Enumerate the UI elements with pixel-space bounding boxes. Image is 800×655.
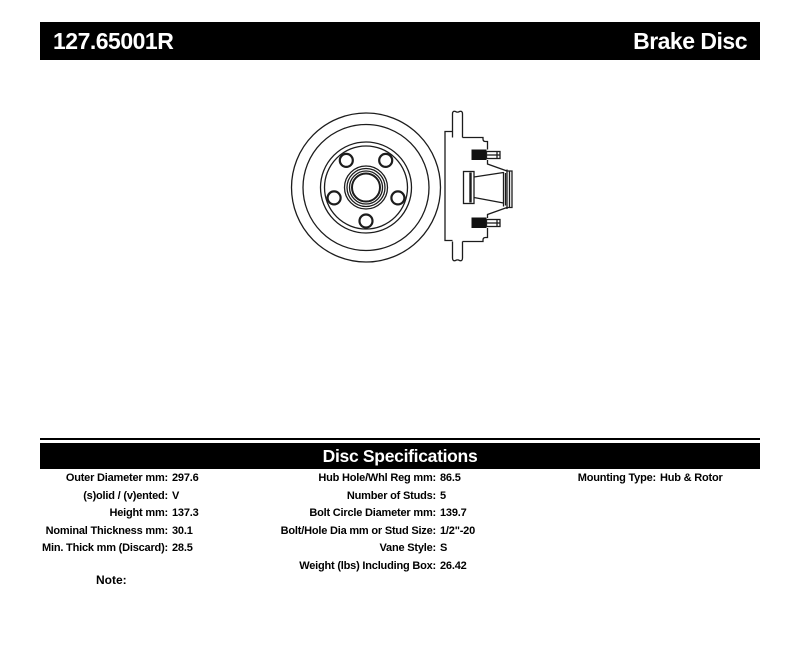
spec-label: Min. Thick mm (Discard): <box>42 542 168 554</box>
side-view <box>445 111 512 260</box>
spec-row <box>40 505 199 523</box>
spec-row <box>240 505 475 523</box>
spec-row <box>240 540 475 558</box>
spec-value: S <box>440 542 448 554</box>
part-number: 127.65001R <box>53 27 174 54</box>
spec-row <box>40 540 199 558</box>
product-type: Brake Disc <box>633 27 747 54</box>
spec-label: Number of Studs: <box>346 489 436 502</box>
stud-holes <box>328 154 405 228</box>
spec-value: 86.5 <box>440 472 461 484</box>
spec-label: Vane Style: <box>379 542 436 554</box>
section-divider-rule <box>40 438 760 440</box>
spec-label: Height mm: <box>109 507 168 519</box>
spec-row <box>40 523 199 541</box>
spec-label: Outer Diameter mm: <box>65 472 168 484</box>
spec-value: 139.7 <box>440 507 467 519</box>
spec-value: 297.6 <box>172 472 199 484</box>
spec-label: Mounting Type: <box>577 472 656 484</box>
brake-disc-technical-drawing <box>260 95 550 275</box>
spec-label: (s)olid / (v)ented: <box>83 489 168 502</box>
spec-row <box>40 470 199 488</box>
spec-value: 5 <box>440 489 446 502</box>
spec-label: Hub Hole/Whl Reg mm: <box>318 472 436 484</box>
front-view <box>292 113 441 262</box>
note-label: Note: <box>96 573 127 587</box>
spec-value: 1/2"-20 <box>440 524 476 537</box>
spec-row <box>240 558 475 576</box>
spec-label: Nominal Thickness mm: <box>45 524 168 537</box>
spec-value: 26.42 <box>440 559 467 572</box>
spec-label: Weight (lbs) Including Box: <box>299 559 436 572</box>
spec-value: Hub & Rotor <box>660 472 723 484</box>
spec-label: Bolt Circle Diameter mm: <box>309 507 436 519</box>
title-bar <box>40 22 760 60</box>
spec-row <box>40 488 199 506</box>
spec-value: 30.1 <box>172 524 193 537</box>
spec-column-right <box>470 470 723 488</box>
spec-value: 137.3 <box>172 507 199 519</box>
spec-value: V <box>172 489 180 502</box>
section-title: Disc Specifications <box>322 445 478 466</box>
spec-column-middle <box>240 470 475 575</box>
wheel-studs <box>472 150 501 229</box>
spec-row <box>240 488 475 506</box>
spec-column-left <box>40 470 199 558</box>
spec-value: 28.5 <box>172 542 193 554</box>
spec-row <box>240 470 475 488</box>
spec-row <box>470 470 723 488</box>
section-header-bar <box>40 443 760 469</box>
spec-label: Bolt/Hole Dia mm or Stud Size: <box>280 524 436 537</box>
spec-row <box>240 523 475 541</box>
